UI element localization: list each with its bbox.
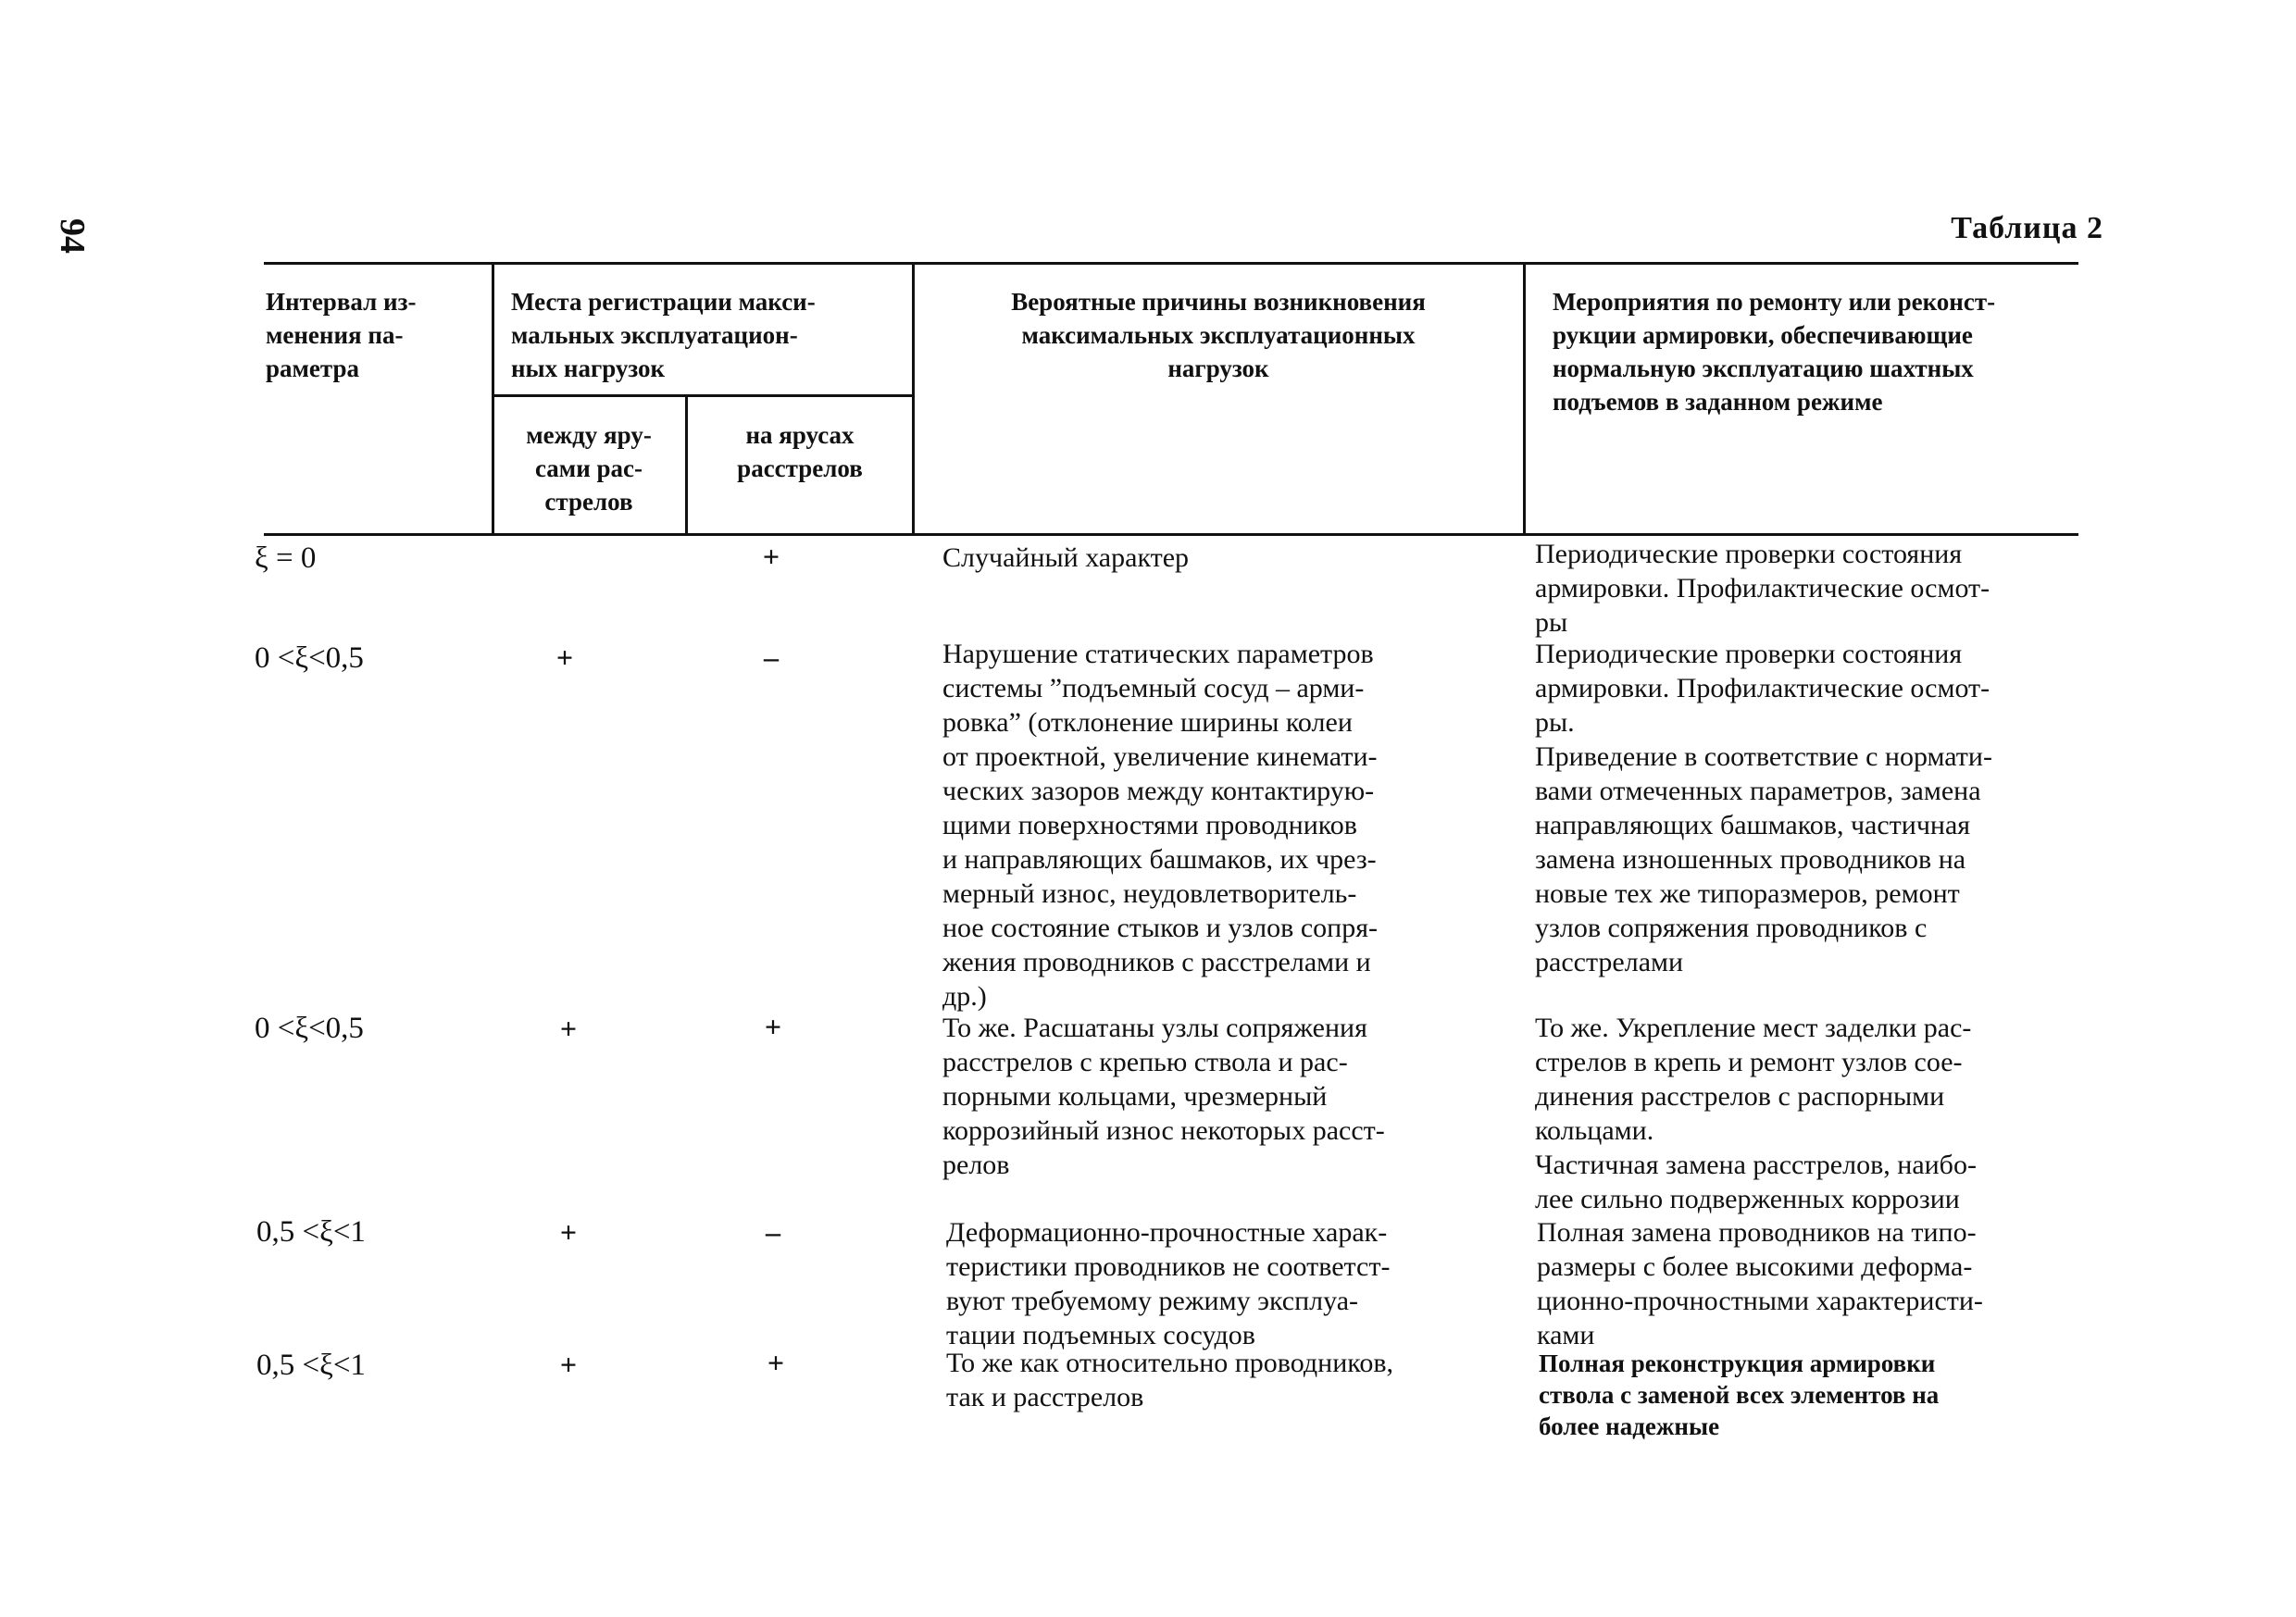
row-2-interval: 0 <ξ<0,5 — [255, 641, 364, 675]
row-1-interval: ξ = 0 — [255, 541, 317, 575]
row-1-cause: Случайный характер — [942, 542, 1190, 573]
row-5-on-tiers-mark: + — [767, 1346, 785, 1379]
row-2-on-tiers-mark: – — [764, 641, 779, 674]
header-registration-places: Места регистрации макси- мальных эксплуатацион- ных нагрузок — [511, 288, 816, 382]
header-interval: Интервал из- менения па- раметра — [266, 288, 417, 382]
table-caption: Таблица 2 — [1951, 211, 2103, 245]
header-on-tiers: на ярусах расстрелов — [737, 421, 863, 482]
row-3-measure: То же. Укрепление мест заделки рас- стрелов в крепь и ремонт узлов сое- динения расстрелов с распорными кольцами. Частичная замена расстрелов, наибо- лее сильно подверженных коррозии — [1535, 1013, 1977, 1214]
header-repair-measures: Мероприятия по ремонту или реконст- рукции армировки, обеспечивающие нормальную эксплуатацию шахтных подъемов в заданном режиме — [1553, 288, 1996, 416]
row-2-between-mark: + — [555, 641, 574, 674]
row-3-cause: То же. Расшатаны узлы сопряжения расстрелов с крепью ствола и рас- порными кольцами, чрезмерный коррозийный износ некоторых расст- релов — [942, 1013, 1385, 1180]
row-5-measure: Полная реконструкция армировки ствола с заменой всех элементов на более надежные — [1539, 1350, 1940, 1440]
row-4-cause: Деформационно-прочностные харак- теристики проводников не соответст- вуют требуемому режиму эксплуа- тации подъемных сосудов — [946, 1217, 1391, 1350]
header-between-tiers: между яру- сами рас- стрелов — [526, 421, 652, 516]
header-probable-causes: Вероятные причины возникновения максимальных эксплуатационных нагрузок — [1011, 288, 1426, 382]
page-number: 94 — [53, 218, 92, 254]
row-5-cause: То же как относительно проводников, так и расстрелов — [946, 1348, 1393, 1412]
row-5-interval: 0,5 <ξ<1 — [256, 1349, 366, 1382]
column-divider-2a — [685, 394, 688, 536]
row-3-interval: 0 <ξ<0,5 — [255, 1012, 364, 1045]
row-3-between-mark: + — [559, 1012, 578, 1045]
column-divider-3 — [912, 262, 915, 536]
table-top-rule — [264, 262, 2078, 265]
column-divider-1 — [492, 262, 494, 536]
column-divider-4 — [1523, 262, 1526, 536]
row-3-on-tiers-mark: + — [764, 1010, 782, 1043]
row-4-on-tiers-mark: – — [766, 1215, 780, 1249]
row-4-between-mark: + — [559, 1215, 578, 1249]
subheader-rule — [493, 394, 913, 397]
row-5-between-mark: + — [559, 1348, 578, 1381]
row-4-interval: 0,5 <ξ<1 — [256, 1215, 366, 1249]
row-4-measure: Полная замена проводников на типо- размеры с более высокими деформа- ционно-прочностными характеристи- ками — [1537, 1217, 1983, 1350]
row-1-on-tiers-mark: + — [762, 540, 780, 573]
row-1-measure: Периодические проверки состояния армировки. Профилактические осмот- ры — [1535, 539, 1990, 638]
row-2-measure: Периодические проверки состояния армировки. Профилактические осмот- ры. Приведение в соответствие с нормати- вами отмеченных параметров, замена направляющих башмаков, частичная замена изношенных проводников на новые тех же типоразмеров, ремонт узлов сопряжения проводников с расстрелами — [1535, 639, 1992, 977]
header-bottom-rule — [264, 533, 2078, 536]
row-2-cause: Нарушение статических параметров системы ”подъемный сосуд – арми- ровка” (отклонение ширины колеи от проектной, увеличение кинемати- ческих зазоров между контактирую- щими поверхностями проводников и направляющих башмаков, их чрез- мерный износ, неудовлетворитель- ное состояние стыков и узлов сопря- жения проводников с расстрелами и др.) — [942, 639, 1378, 1012]
